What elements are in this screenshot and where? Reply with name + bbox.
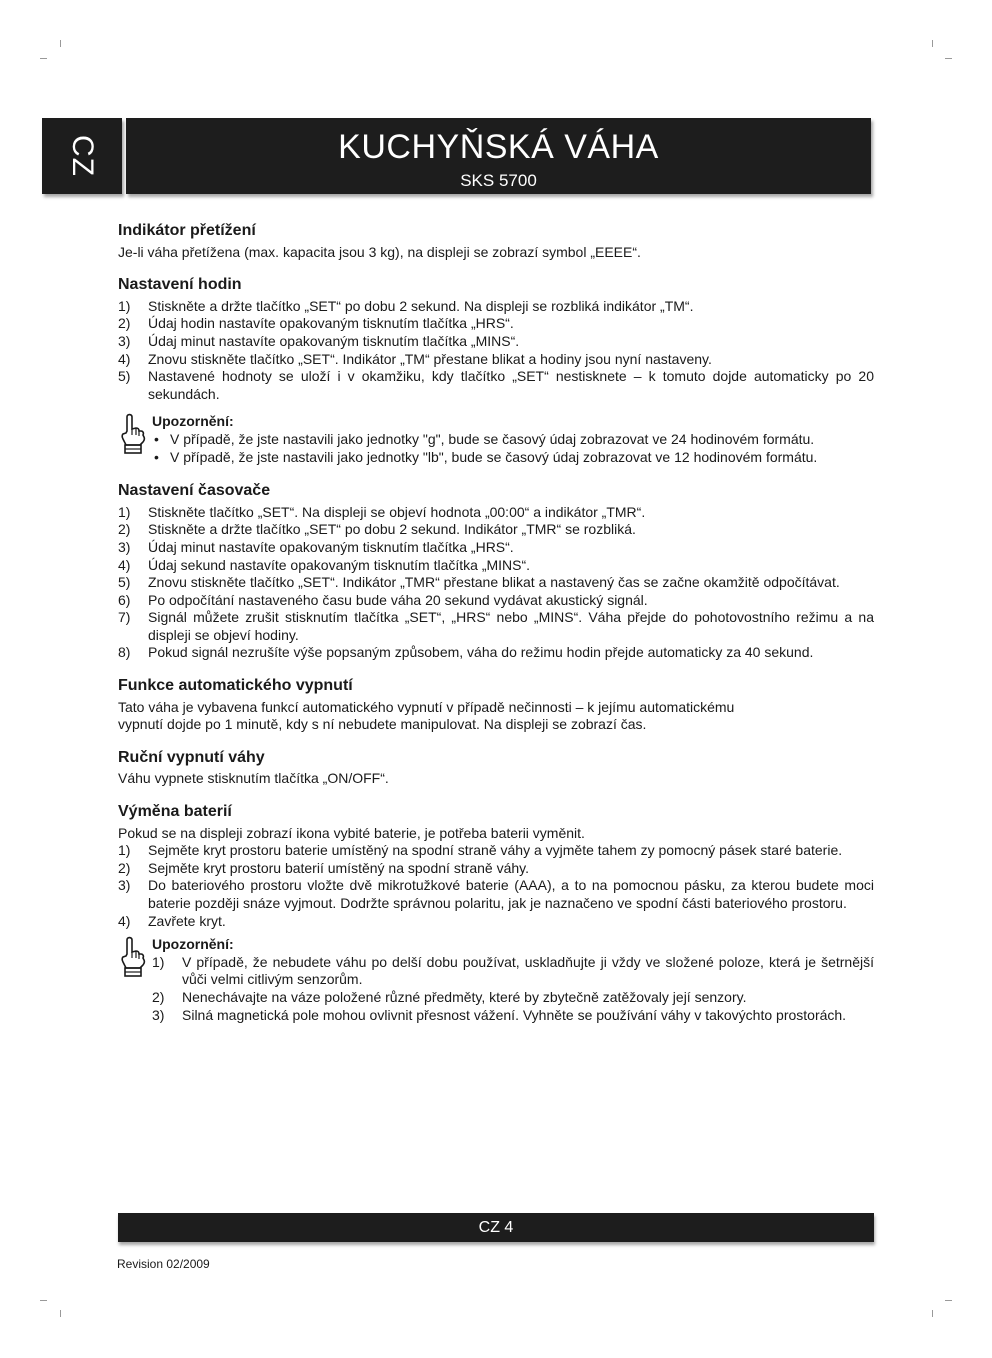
list-item: 2) Nenechávajte na váze položené různé předměty, které by zbytečně zatěžovaly její senzory. [152,988,747,1005]
list-item: 5) Nastavené hodnoty se uloží i v okamžiku, kdy tlačítko „SET“ nestisknete – k tomuto dojde automaticky po 20 sekundách. [118,368,874,402]
list-item: 1) Sejměte kryt prostoru baterie umístěný na spodní straně váhy a vyjměte tahem zy pomocný pásek staré baterie. [118,842,843,859]
revision-label: Revision 02/2009 [117,1257,210,1271]
clock-steps [118,298,874,404]
note-label: Upozornění: [152,936,234,953]
pointing-hand-icon [118,936,146,978]
section-heading: Funkce automatického vypnutí [118,677,353,695]
section-manual-off [118,749,874,788]
crop-mark [932,1310,933,1317]
crop-mark [60,1310,61,1317]
list-item: 2) Údaj hodin nastavíte opakovaným tisknutím tlačítka „HRS“. [118,315,514,332]
timer-steps [118,504,874,662]
list-item: 3) Silná magnetická pole mohou ovlivnit přesnost vážení. Vyhněte se používání váhy v takovýchto prostorách. [152,1006,847,1023]
list-item: 1) V případě, že nebudete váhu po delší dobu používat, uskladňujte ji vždy ve složené poloze, která je šetrnější vůči velmi citlivým senzorům. [152,953,874,988]
section-auto-off [118,677,874,734]
section-heading: Ruční vypnutí váhy [118,748,265,766]
list-item: 3) Údaj minut nastavíte opakovaným tisknutím tlačítka „MINS“. [118,332,520,349]
list-item: 3) Údaj minut nastavíte opakovaným tisknutím tlačítka „HRS“. [118,538,514,555]
list-item: 3) Do bateriového prostoru vložte dvě mikrotužkové baterie (AAA), a to na pomocnou pásku, za kterou budete moci baterie později snáze vyjmout. Dodržte správnou polaritu, jak je naznačeno ve spodní části bateriového prostoru. [118,877,874,911]
page-number: CZ 4 [478,1219,514,1236]
title-banner [126,118,871,194]
list-item: 8) Pokud signál nezrušíte výše popsaným způsobem, váha do režimu hodin přejde automaticky za 40 sekund. [118,644,814,661]
model-number: SKS 5700 [460,171,537,190]
warning-note [118,413,874,466]
warning-note [118,936,874,1024]
note-label: Upozornění: [152,413,234,430]
bullet-item: • V případě, že jste nastavili jako jednotky "lb", bude se časový údaj zobrazovat ve 12 hodinovém formátu. [152,449,874,467]
section-overload [118,222,874,261]
crop-mark [60,40,61,47]
crop-mark [932,40,933,47]
list-item: 4) Zavřete kryt. [118,912,226,929]
language-tab [42,118,122,194]
paragraph: Je-li váha přetížena (max. kapacita jsou 3 kg), na displeji se zobrazí symbol „EEEE“. [118,243,641,260]
page-number-bar [118,1213,874,1242]
list-item: 7) Signál můžete zrušit stisknutím tlačítka „SET“, „HRS“ nebo „MINS“. Váha přejde do pohotovostního režimu a na displeji se objeví hodiny. [118,609,874,643]
list-item: 2) Sejměte kryt prostoru baterií umístěný na spodní straně váhy. [118,859,530,876]
crop-mark [945,1300,952,1301]
section-heading: Nastavení hodin [118,276,242,294]
crop-mark [40,58,47,59]
paragraph: Váhu vypnete stisknutím tlačítka „ON/OFF“. [118,770,389,787]
list-item: 5) Znovu stiskněte tlačítko „SET“. Indikátor „TMR“ přestane blikat a nastavený čas se začne okamžitě odpočítávat. [118,574,840,591]
manual-content [118,222,874,1040]
note-bullets [152,431,874,466]
section-battery [118,803,874,1024]
list-item: 2) Stiskněte a držte tlačítko „SET“ po dobu 2 sekund. Indikátor „TMR“ se rozbliká. [118,521,636,538]
list-item: 6) Po odpočítání nastaveného času bude váha 20 sekund vydávat akustický signál. [118,591,648,608]
page-title: KUCHYŇSKÁ VÁHA [338,128,659,166]
language-label: CZ [66,135,99,177]
pointing-hand-icon [118,413,146,455]
battery-steps [118,842,874,930]
section-heading: Nastavení časovače [118,482,271,500]
section-timer [118,482,874,662]
paragraph-line: Tato váha je vybavena funkcí automatického vypnutí v případě nečinnosti – k jejímu automatickému [118,698,735,715]
list-item: 4) Znovu stiskněte tlačítko „SET“. Indikátor „TM“ přestane blikat a hodiny jsou nyní nastaveny. [118,350,712,367]
paragraph: Pokud se na displeji zobrazí ikona vybité baterie, je potřeba baterii vyměnit. [118,824,585,841]
section-heading: Indikátor přetížení [118,222,256,239]
paragraph-line: vypnutí dojde po 1 minutě, kdy s ní nebudete manipulovat. Na displeji se zobrazí čas. [118,716,647,733]
section-clock [118,276,874,466]
section-heading: Výměna baterií [118,803,232,821]
list-item: 4) Údaj sekund nastavíte opakovaným tisknutím tlačítka „MINS“. [118,556,531,573]
bullet-item: • V případě, že jste nastavili jako jednotky "g", bude se časový údaj zobrazovat ve 24 hodinovém formátu. [152,431,874,449]
crop-mark [40,1300,47,1301]
list-item: 1) Stiskněte tlačítko „SET“. Na displeji se objeví hodnota „00:00“ a indikátor „TMR“. [118,503,646,520]
list-item: 1) Stiskněte a držte tlačítko „SET“ po dobu 2 sekund. Na displeji se rozbliká indikátor „TM“. [118,297,694,314]
note-items [152,954,874,1024]
crop-mark [945,58,952,59]
